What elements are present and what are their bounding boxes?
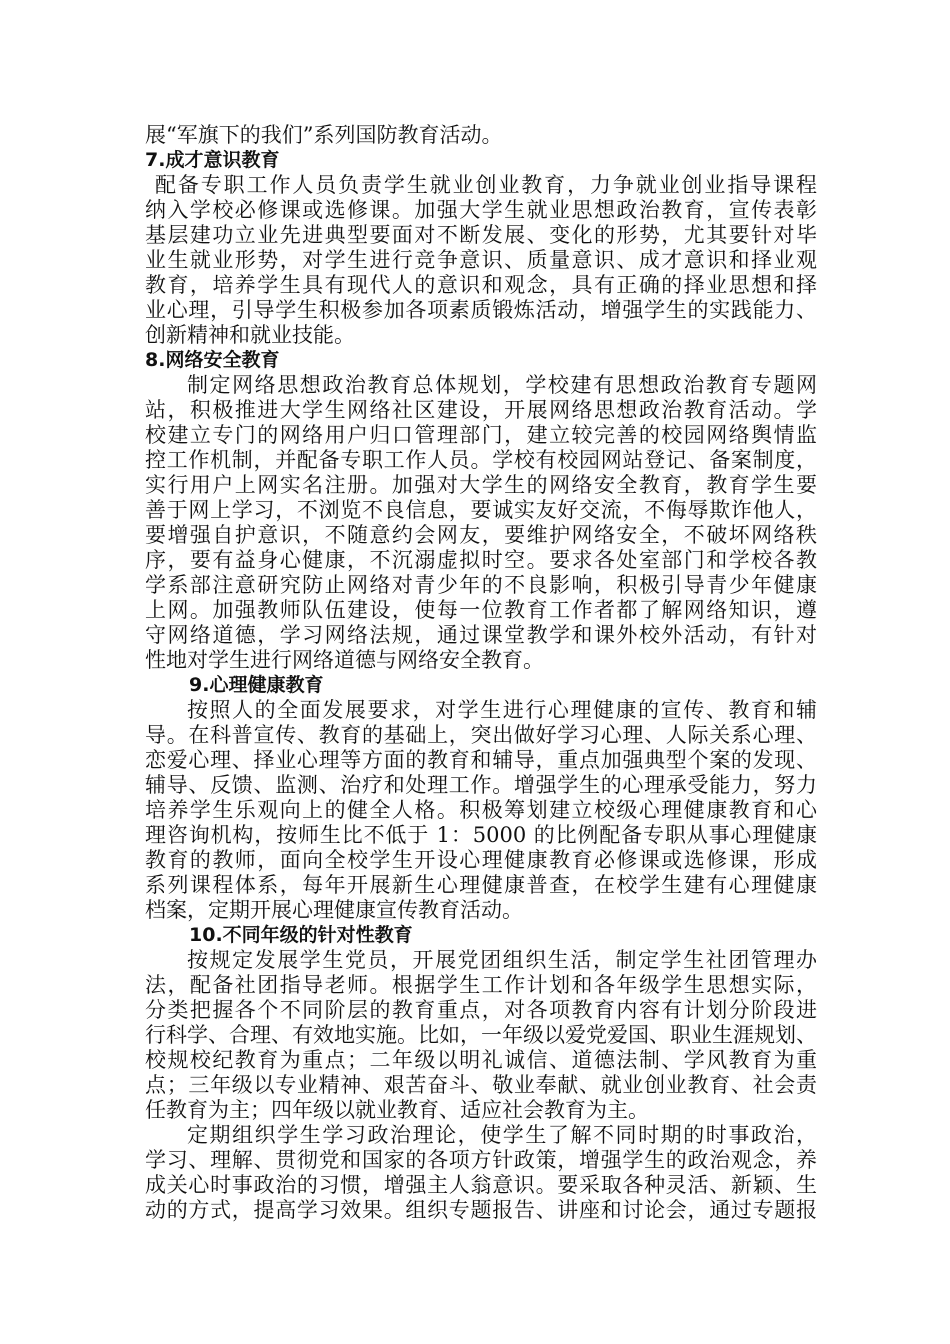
text-line: 善于网上学习，不浏览不良信息，要诚实友好交流，不侮辱欺诈他人， <box>145 498 817 522</box>
text-line: 校建立专门的网络用户归口管理部门，建立较完善的校园网络舆情监 <box>145 423 817 447</box>
text-line: 展“军旗下的我们”系列国防教育活动。 <box>145 123 503 147</box>
text-line: 控工作机制，并配备专职工作人员。学校有校园网站登记、备案制度， <box>145 448 817 472</box>
text-line: 导。在科普宣传、教育的基础上，突出做好学习心理、人际关系心理、 <box>145 723 817 747</box>
section-heading-7: 7.成才意识教育 <box>145 149 280 171</box>
text-line: 行科学、合理、有效地实施。比如，一年级以爱党爱国、职业生涯规划、 <box>145 1023 817 1047</box>
text-line: 校规校纪教育为重点；二年级以明礼诚信、道德法制、学风教育为重 <box>145 1048 817 1072</box>
text-line: 守网络道德，学习网络法规，通过课堂教学和课外校外活动，有针对 <box>145 623 817 647</box>
text-line: 上网。加强教师队伍建设，使每一位教育工作者都了解网络知识，遵 <box>145 598 817 622</box>
text-line: 按规定发展学生党员，开展党团组织生活，制定学生社团管理办 <box>187 948 817 972</box>
text-line: 定期组织学生学习政治理论，使学生了解不同时期的时事政治， <box>187 1123 817 1147</box>
text-line: 业心理，引导学生积极参加各项素质锻炼活动，增强学生的实践能力、 <box>145 298 817 322</box>
text-line: 理咨询机构，按师生比不低于 1：5000 的比例配备专职从事心理健康 <box>145 823 817 847</box>
text-line: 序，要有益身心健康，不沉溺虚拟时空。要求各处室部门和学校各教 <box>145 548 817 572</box>
document-page <box>145 123 817 1223</box>
text-line: 恋爱心理、择业心理等方面的教育和辅导，重点加强典型个案的发现、 <box>145 748 817 772</box>
section-heading-8: 8.网络安全教育 <box>145 349 280 371</box>
text-line: 创新精神和就业技能。 <box>145 323 355 347</box>
text-line: 系列课程体系，每年开展新生心理健康普查，在校学生建有心理健康 <box>145 873 817 897</box>
text-line: 法，配备社团指导老师。根据学生工作计划和各年级学生思想实际， <box>145 973 817 997</box>
text-line: 制定网络思想政治教育总体规划，学校建有思想政治教育专题网 <box>187 373 817 397</box>
section-10-paragraph-1 <box>145 948 817 1123</box>
text-line: 任教育为主；四年级以就业教育、适应社会教育为主。 <box>145 1098 649 1122</box>
text-line: 成关心时事政治的习惯，增强主人翁意识。要采取各种灵活、新颖、生 <box>145 1173 817 1197</box>
text-line: 配备专职工作人员负责学生就业创业教育，力争就业创业指导课程 <box>155 173 817 197</box>
text-line: 基层建功立业先进典型要面对不断发展、变化的形势，尤其要针对毕 <box>145 223 817 247</box>
text-line: 纳入学校必修课或选修课。加强大学生就业思想政治教育，宣传表彰 <box>145 198 817 222</box>
text-line: 教育的教师，面向全校学生开设心理健康教育必修课或选修课，形成 <box>145 848 817 872</box>
text-line: 性地对学生进行网络道德与网络安全教育。 <box>145 648 544 672</box>
text-line: 要增强自护意识，不随意约会网友，要维护网络安全，不破坏网络秩 <box>145 523 817 547</box>
text-line: 站，积极推进大学生网络社区建设，开展网络思想政治教育活动。学 <box>145 398 817 422</box>
text-line: 实行用户上网实名注册。加强对大学生的网络安全教育，教育学生要 <box>145 473 817 497</box>
text-line: 档案，定期开展心理健康宣传教育活动。 <box>145 898 523 922</box>
section-9-paragraph <box>145 698 817 923</box>
text-line: 点；三年级以专业精神、艰苦奋斗、敬业奉献、就业创业教育、社会责 <box>145 1073 817 1097</box>
text-line: 动的方式，提高学习效果。组织专题报告、讲座和讨论会，通过专题报 <box>145 1198 817 1222</box>
text-line: 学系部注意研究防止网络对青少年的不良影响，积极引导青少年健康 <box>145 573 817 597</box>
section-8-paragraph <box>145 373 817 673</box>
section-heading-9: 9.心理健康教育 <box>189 674 324 696</box>
text-line: 业生就业形势，对学生进行竞争意识、质量意识、成才意识和择业观 <box>145 248 817 272</box>
section-10-paragraph-2 <box>145 1123 817 1223</box>
text-line: 培养学生乐观向上的健全人格。积极筹划建立校级心理健康教育和心 <box>145 798 817 822</box>
text-line: 辅导、反馈、监测、治疗和处理工作。增强学生的心理承受能力，努力 <box>145 773 817 797</box>
text-line: 学习、理解、贯彻党和国家的各项方针政策，增强学生的政治观念，养 <box>145 1148 817 1172</box>
section-7-paragraph <box>145 173 817 348</box>
text-line: 按照人的全面发展要求，对学生进行心理健康的宣传、教育和辅 <box>187 698 817 722</box>
section-heading-10: 10.不同年级的针对性教育 <box>189 924 413 946</box>
text-line: 教育，培养学生具有现代人的意识和观念，具有正确的择业思想和择 <box>145 273 817 297</box>
text-line: 分类把握各个不同阶层的教育重点，对各项教育内容有计划分阶段进 <box>145 998 817 1022</box>
